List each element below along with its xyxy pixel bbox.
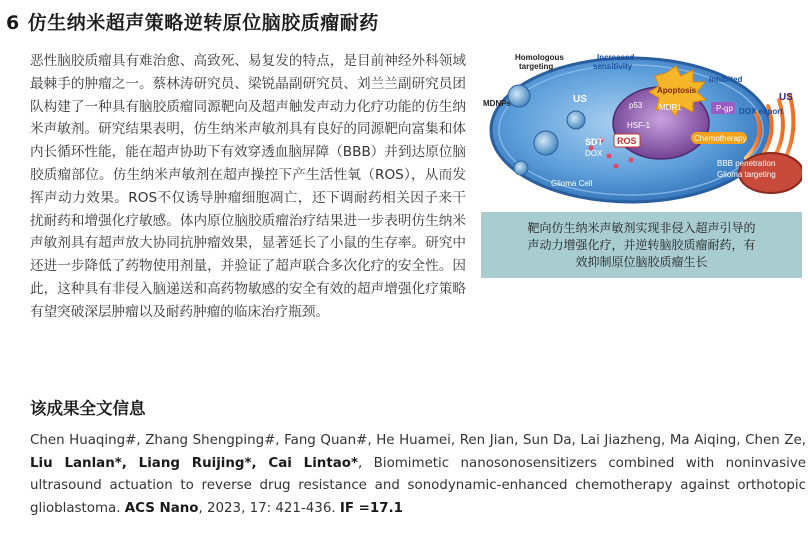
label-glioma-targeting: Glioma targeting xyxy=(717,170,776,179)
label-us-left: US xyxy=(573,94,587,105)
label-targeting: targeting xyxy=(519,62,554,71)
label-p53: p53 xyxy=(629,101,643,110)
figure-caption xyxy=(481,212,802,278)
label-mdr1: MDR1 xyxy=(659,103,682,112)
label-dox: DOX xyxy=(585,149,603,158)
mechanism-illustration xyxy=(481,48,802,213)
section-heading: 该成果全文信息 xyxy=(30,399,146,418)
label-inhibited: Inhibited xyxy=(709,75,743,84)
nanoparticle xyxy=(514,161,528,175)
label-apoptosis: Apoptosis xyxy=(657,86,697,95)
nanoparticle xyxy=(534,131,558,155)
reference-journal: ACS Nano xyxy=(124,500,199,516)
label-dox-export: DOX export xyxy=(739,107,784,116)
reference-citation xyxy=(30,430,806,520)
reference-title: , Biomimetic nanosonosensitizers combined with noninvasive ultrasound actuation to reverse drug resistance and sonodynamic-enhanced chemotherapy against orthotopic glioblastoma. xyxy=(30,455,806,516)
label-ros: ROS xyxy=(617,136,637,146)
caption-line: 效抑制原位脑胶质瘤生长 xyxy=(575,255,708,269)
label-homologous: Homologous xyxy=(515,53,564,62)
heading-title: 仿生纳米超声策略逆转原位脑胶质瘤耐药 xyxy=(27,12,379,34)
label-increased: Increased xyxy=(597,53,635,62)
heading-number: 6 xyxy=(6,12,20,34)
reference-corresponding-authors: Liu Lanlan*, Liang Ruijing*, Cai Lintao* xyxy=(30,455,358,471)
body-paragraph: 恶性脑胶质瘤具有难治愈、高致死、易复发的特点，是目前神经外科领域最棘手的肿瘤之一。蔡林涛研究员、梁锐晶副研究员、刘兰兰副研究员团队构建了一种具有脑胶质瘤同源靶向及超声触发声动力化疗功能的仿生纳米声敏剂。研究结果表明，仿生纳米声敏剂具有良好的同源靶向富集和体内长循环性能，能在超声协助下有效穿透血脑屏障（BBB）并到达原位脑胶质瘤部位。仿生纳米声敏剂在超声操控下产生活性氧（ROS），从而发挥声动力效果。ROS不仅诱导肿瘤细胞凋亡，还下调耐药相关因子来干扰耐药和增强化疗敏感。体内原位脑胶质瘤治疗结果进一步表明仿生纳米声敏剂具有超声放大协同抗肿瘤效果，显著延长了小鼠的生存率。研究中还进一步降低了药物使用剂量，并验证了超声联合多次化疗的安全性。因此，这种具有非侵入脑递送和高药物敏感的安全有效的超声增强化疗策略有望突破深层肿瘤以及耐药肿瘤的临床治疗瓶颈。 xyxy=(30,53,466,320)
caption-line: 声动力增强化疗，并逆转脑胶质瘤耐药，有 xyxy=(527,238,756,252)
label-us-right: US xyxy=(779,92,793,103)
caption-line: 靶向仿生纳米声敏剂实现非侵入超声引导的 xyxy=(527,221,756,235)
label-chemotherapy: Chemotherapy xyxy=(694,134,747,143)
label-mdnps: MDNPs xyxy=(483,99,512,108)
page-heading xyxy=(6,8,379,35)
label-sensitivity: sensitivity xyxy=(593,62,633,71)
nanoparticle xyxy=(567,111,585,129)
reference-volume-pages: , 2023, 17: 421-436. xyxy=(198,500,340,516)
label-pgp: P-gp xyxy=(716,104,733,113)
label-hsf1: HSF-1 xyxy=(627,121,651,130)
nanoparticle xyxy=(508,85,530,107)
reference-authors: Chen Huaqing#, Zhang Shengping#, Fang Quan#, He Huamei, Ren Jian, Sun Da, Lai Jiazheng, Ma Aiqing, Chen Ze, xyxy=(30,433,806,448)
label-sdt: SDT xyxy=(585,137,603,147)
label-bbb-penetration: BBB penetration xyxy=(717,159,776,168)
label-glioma-cell: Glioma Cell xyxy=(551,179,593,188)
reference-impact-factor: IF =17.1 xyxy=(339,500,403,516)
